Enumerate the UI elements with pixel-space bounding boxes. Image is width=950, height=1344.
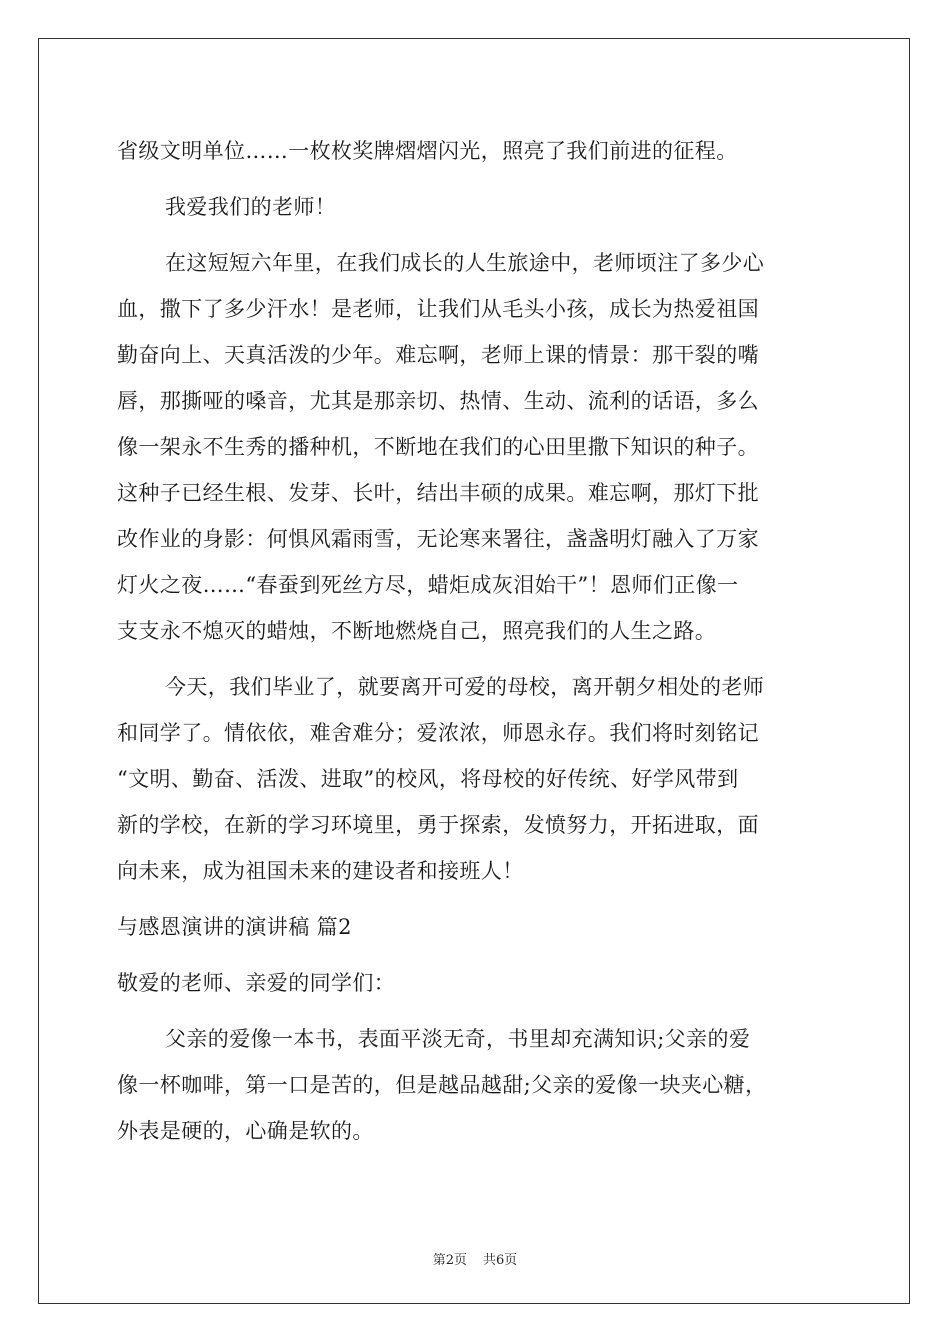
paragraph-line: 外表是硬的，心确是软的。 — [117, 1119, 374, 1143]
page-total: 共6页 — [483, 1253, 518, 1268]
paragraph-line: 在这短短六年里，在我们成长的人生旅途中，老师顷注了多少心 — [165, 251, 765, 275]
paragraph-line: 血，撒下了多少汗水！是老师，让我们从毛头小孩，成长为热爱祖国 — [117, 297, 759, 321]
section-heading: 与感恩演讲的演讲稿 篇2 — [117, 915, 352, 939]
paragraph-line: 支支永不熄灭的蜡烛，不断地燃烧自己，照亮我们的人生之路。 — [117, 619, 717, 643]
paragraph-line: 今天，我们毕业了，就要离开可爱的母校，离开朝夕相处的老师 — [165, 675, 765, 699]
paragraph-line: 向未来，成为祖国未来的建设者和接班人！ — [117, 859, 524, 883]
paragraph-line: 我爱我们的老师！ — [165, 195, 337, 219]
paragraph-line: 勤奋向上、天真活泼的少年。难忘啊，老师上课的情景：那干裂的嘴 — [117, 343, 759, 367]
paragraph-line: 灯火之夜……“春蚕到死丝方尽，蜡炬成灰泪始干”！恩师们正像一 — [117, 573, 739, 597]
page-footer — [0, 1249, 950, 1268]
paragraph-line: 省级文明单位……一枚枚奖牌熠熠闪光，照亮了我们前进的征程。 — [117, 139, 738, 163]
page-number: 第2页 — [432, 1253, 467, 1268]
salutation: 敬爱的老师、亲爱的同学们： — [117, 971, 396, 995]
paragraph-line: 父亲的爱像一本书，表面平淡无奇，书里却充满知识;父亲的爱 — [165, 1027, 751, 1051]
paragraph-line: 和同学了。情依依，难舍难分；爱浓浓，师恩永存。我们将时刻铭记 — [117, 721, 759, 745]
paragraph-line: 改作业的身影：何惧风霜雨雪，无论寒来署往，盏盏明灯融入了万家 — [117, 527, 759, 551]
paragraph-line: 新的学校，在新的学习环境里，勇于探索，发愤努力，开拓进取，面 — [117, 813, 759, 837]
paragraph-line: 像一架永不生秀的播种机，不断地在我们的心田里撒下知识的种子。 — [117, 435, 759, 459]
document-body — [117, 128, 837, 1154]
paragraph-line: “文明、勤奋、活泼、进取”的校风，将母校的好传统、好学风带到 — [117, 767, 739, 791]
paragraph-line: 唇，那撕哑的嗓音，尤其是那亲切、热情、生动、流利的话语，多么 — [117, 389, 759, 413]
paragraph-line: 这种子已经生根、发芽、长叶，结出丰硕的成果。难忘啊，那灯下批 — [117, 481, 759, 505]
paragraph-line: 像一杯咖啡，第一口是苦的，但是越品越甜;父亲的爱像一块夹心糖， — [117, 1073, 767, 1097]
